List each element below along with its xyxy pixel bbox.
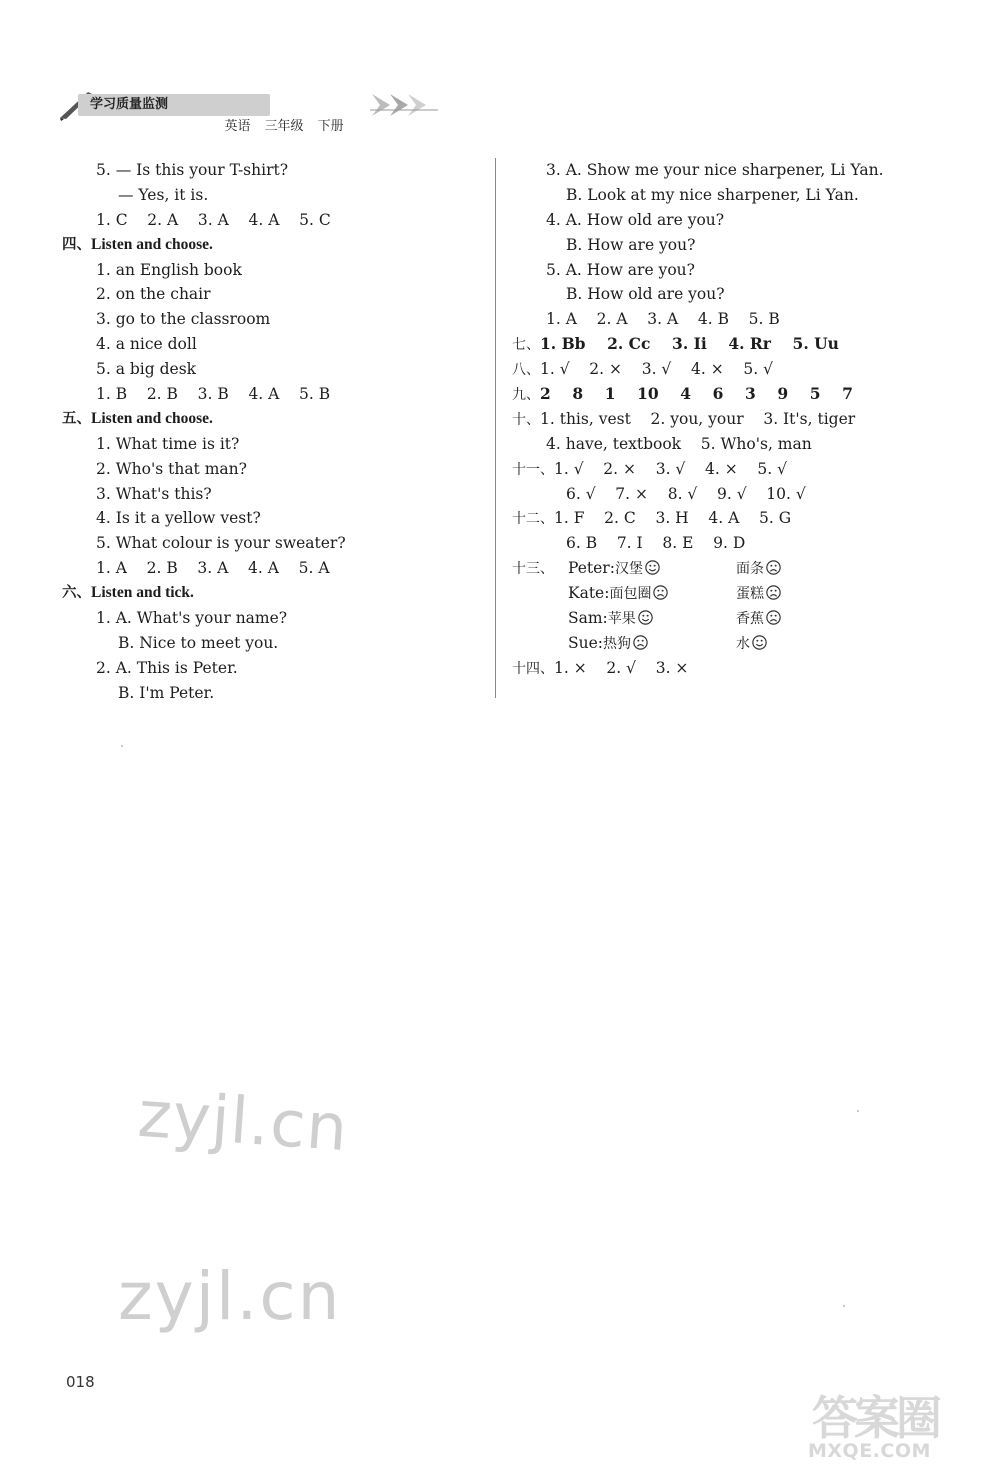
sad-face-icon bbox=[631, 634, 648, 652]
site-logo bbox=[808, 1382, 980, 1464]
answer-line bbox=[512, 382, 952, 407]
line-text: 1. C 2. A 3. A 4. A 5. C bbox=[96, 210, 331, 229]
sad-face-icon bbox=[764, 559, 781, 577]
line-text: 2. Who's that man? bbox=[96, 459, 247, 478]
line-text: 1. this, vest 2. you, your 3. It's, tiger bbox=[540, 409, 856, 428]
food-right bbox=[736, 631, 767, 657]
line-text: 1. B 2. B 3. B 4. A 5. B bbox=[96, 385, 331, 404]
section-number: 四、 bbox=[62, 236, 91, 253]
line-text: 1. What time is it? bbox=[96, 434, 240, 453]
answer-line bbox=[62, 457, 482, 482]
line-text: 5. a big desk bbox=[96, 360, 197, 379]
answer-line bbox=[512, 332, 952, 357]
header-meta bbox=[208, 94, 358, 160]
answer-line bbox=[62, 183, 482, 208]
answer-column-right bbox=[512, 158, 952, 681]
line-text: 2. on the chair bbox=[96, 285, 211, 304]
food-row bbox=[512, 581, 952, 606]
line-text: B. How old are you? bbox=[566, 285, 725, 304]
sad-face-icon bbox=[764, 609, 781, 627]
line-text: 1. √ 2. × 3. √ 4. × 5. √ bbox=[540, 360, 774, 379]
food-row bbox=[512, 556, 952, 581]
term-label: 下册 bbox=[317, 119, 344, 134]
food-row bbox=[512, 631, 952, 656]
section-number: 十一、 bbox=[512, 461, 554, 478]
food-right bbox=[736, 556, 781, 582]
food-left bbox=[568, 606, 653, 632]
answer-line bbox=[512, 307, 952, 332]
line-text: 3. A. Show me your nice sharpener, Li Yan. bbox=[546, 161, 884, 179]
line-text: 6. B 7. I 8. E 9. D bbox=[566, 534, 746, 553]
line-text: 4. a nice doll bbox=[96, 335, 197, 354]
line-text: 2. A. This is Peter. bbox=[96, 658, 238, 677]
page-number: 018 bbox=[66, 1373, 95, 1391]
line-text: 4. have, textbook 5. Who's, man bbox=[546, 434, 812, 453]
line-text: 1. √ 2. × 3. √ 4. × 5. √ bbox=[554, 459, 788, 478]
food-right bbox=[736, 606, 781, 632]
answer-line bbox=[62, 656, 482, 681]
scan-speck bbox=[857, 1110, 859, 1112]
section-number: 五、 bbox=[62, 410, 91, 427]
section-number: 六、 bbox=[62, 585, 91, 602]
chevron-arrows-icon bbox=[368, 90, 440, 120]
section-number: 十、 bbox=[512, 411, 540, 428]
food-left bbox=[568, 556, 660, 582]
line-text: 1. A 2. B 3. A 4. A 5. A bbox=[96, 559, 330, 578]
column-divider bbox=[495, 158, 496, 698]
person-name: Peter: bbox=[568, 559, 615, 578]
happy-face-icon bbox=[643, 559, 660, 577]
section-heading bbox=[62, 407, 482, 432]
line-text: 1. an English book bbox=[96, 260, 242, 279]
food-left bbox=[568, 631, 648, 657]
watermark: zyjl.cn bbox=[118, 1258, 342, 1335]
answer-line bbox=[62, 482, 482, 507]
food-item: 苹果 bbox=[607, 611, 636, 628]
line-text: 3. go to the classroom bbox=[96, 310, 271, 329]
line-text: Listen and choose. bbox=[91, 235, 213, 253]
line-text: 5. A. How are you? bbox=[546, 260, 695, 279]
answer-line bbox=[512, 158, 952, 183]
section-number: 七、 bbox=[512, 337, 540, 354]
line-text: Listen and choose. bbox=[91, 409, 213, 427]
line-text: 4. Is it a yellow vest? bbox=[96, 509, 261, 528]
line-text: 1. A. What's your name? bbox=[96, 609, 288, 628]
food-item: 蛋糕 bbox=[736, 586, 764, 603]
page-header bbox=[58, 88, 448, 134]
answer-line bbox=[512, 432, 952, 457]
section-heading bbox=[62, 233, 482, 258]
answer-line bbox=[512, 233, 952, 258]
watermark: zyjl.cn bbox=[135, 1077, 351, 1167]
answer-line bbox=[62, 382, 482, 407]
line-text: 5. — Is this your T-shirt? bbox=[96, 161, 289, 179]
answer-line bbox=[512, 282, 952, 307]
happy-face-icon bbox=[636, 609, 653, 627]
line-text: 1. × 2. √ 3. × bbox=[554, 658, 689, 677]
answer-line bbox=[62, 681, 482, 706]
food-left bbox=[568, 581, 668, 607]
answer-line bbox=[62, 531, 482, 556]
line-text: 4. A. How old are you? bbox=[546, 210, 725, 229]
answer-line bbox=[512, 506, 952, 531]
workbook-title: 学习质量监测 bbox=[78, 94, 270, 116]
answer-line bbox=[62, 506, 482, 531]
food-item: 面包圈 bbox=[609, 586, 652, 603]
answer-line bbox=[512, 208, 952, 233]
line-text: Listen and tick. bbox=[91, 584, 194, 602]
answer-line bbox=[512, 407, 952, 432]
answer-line bbox=[62, 332, 482, 357]
logo-url: MXQE.COM bbox=[808, 1440, 931, 1462]
line-text: 2 8 1 10 4 6 3 9 5 7 bbox=[540, 384, 853, 404]
line-text: — Yes, it is. bbox=[118, 185, 209, 204]
answer-line bbox=[512, 357, 952, 382]
section-number: 九、 bbox=[512, 387, 540, 404]
line-text: 3. What's this? bbox=[96, 484, 212, 503]
section-heading bbox=[62, 581, 482, 606]
line-text: 6. √ 7. × 8. √ 9. √ 10. √ bbox=[566, 484, 806, 503]
scan-speck bbox=[843, 1305, 845, 1307]
section-number: 十四、 bbox=[512, 660, 554, 677]
answer-line bbox=[62, 432, 482, 457]
answer-line bbox=[62, 556, 482, 581]
line-text: B. I'm Peter. bbox=[118, 683, 215, 702]
line-text: 1. Bb 2. Cc 3. Ii 4. Rr 5. Uu bbox=[540, 334, 839, 354]
answer-line bbox=[62, 208, 482, 233]
person-name: Sam: bbox=[568, 609, 608, 628]
section-number: 八、 bbox=[512, 362, 540, 379]
answer-line bbox=[512, 531, 952, 556]
line-text: B. How are you? bbox=[566, 235, 696, 254]
answer-line bbox=[62, 282, 482, 307]
answer-line bbox=[512, 457, 952, 482]
food-item: 热狗 bbox=[603, 635, 631, 652]
line-text: 1. A 2. A 3. A 4. B 5. B bbox=[546, 310, 780, 329]
food-item: 汉堡 bbox=[614, 561, 643, 578]
answer-line bbox=[62, 307, 482, 332]
food-item: 面条 bbox=[736, 561, 764, 578]
line-text: 5. What colour is your sweater? bbox=[96, 534, 346, 553]
sad-face-icon bbox=[651, 584, 668, 602]
food-row bbox=[512, 606, 952, 631]
answer-line bbox=[62, 158, 482, 183]
scan-speck bbox=[121, 745, 123, 747]
subject-label: 英语 bbox=[224, 119, 251, 134]
answer-line bbox=[512, 656, 952, 681]
answer-column-left bbox=[62, 158, 482, 706]
happy-face-icon bbox=[750, 634, 767, 652]
answer-line bbox=[512, 258, 952, 283]
answer-line bbox=[512, 183, 952, 208]
line-text: B. Nice to meet you. bbox=[118, 633, 279, 652]
line-text: 1. F 2. C 3. H 4. A 5. G bbox=[554, 509, 792, 528]
food-right bbox=[736, 581, 781, 607]
sad-face-icon bbox=[764, 584, 781, 602]
line-text: B. Look at my nice sharpener, Li Yan. bbox=[566, 185, 859, 204]
section-number: 十三、 bbox=[512, 561, 554, 578]
food-item: 水 bbox=[736, 635, 750, 652]
answer-line bbox=[62, 631, 482, 656]
section-number: 十二、 bbox=[512, 511, 554, 528]
answer-line bbox=[512, 482, 952, 507]
logo-text: 答案圈 bbox=[812, 1391, 938, 1445]
person-name: Kate: bbox=[568, 584, 610, 603]
person-name: Sue: bbox=[568, 633, 603, 652]
food-item: 香蕉 bbox=[736, 611, 764, 628]
answer-line bbox=[62, 606, 482, 631]
grade-label: 三年级 bbox=[264, 119, 304, 134]
answer-line bbox=[62, 357, 482, 382]
answer-line bbox=[62, 258, 482, 283]
